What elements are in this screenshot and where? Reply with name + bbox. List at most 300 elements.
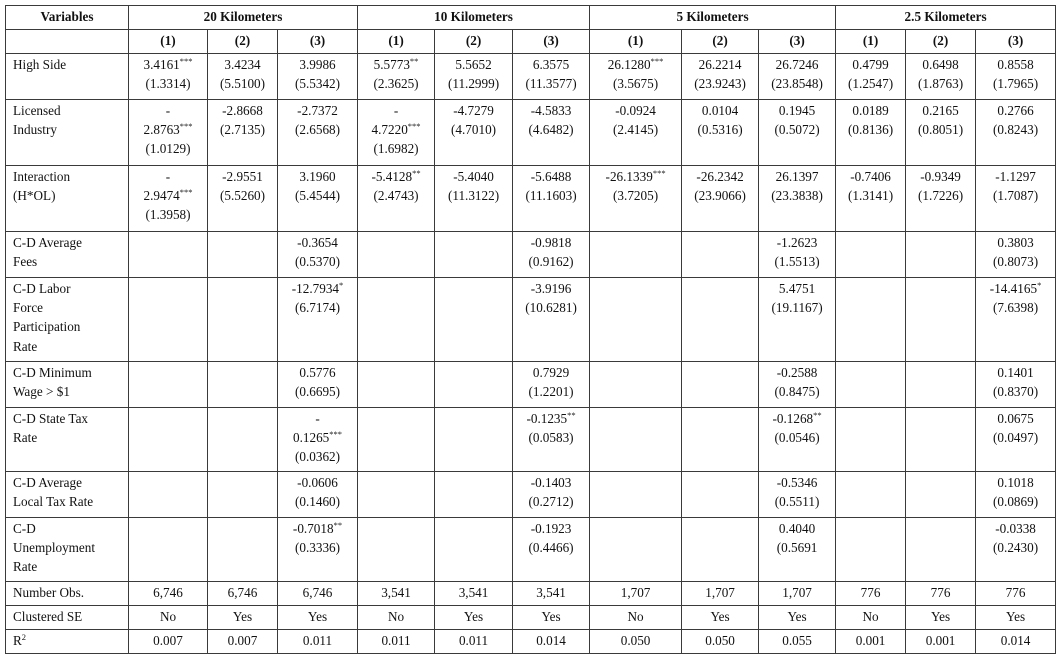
- coefficient-value: 0.3803: [997, 235, 1034, 250]
- coefficient-cell: [682, 100, 759, 166]
- model-header: (2): [208, 30, 278, 54]
- empty-header-cell: [6, 30, 129, 54]
- standard-error: (1.2201): [528, 384, 574, 400]
- coefficient-cell: [358, 166, 435, 232]
- coefficient-cell: [590, 518, 682, 582]
- model-header: (3): [759, 30, 836, 54]
- variable-label-line: Rate: [13, 338, 38, 354]
- significance-stars: **: [409, 56, 419, 66]
- header-row-groups: [6, 6, 1056, 30]
- coefficient-value: 0.1945: [778, 103, 816, 118]
- coefficient-value: -0.5346: [776, 475, 818, 490]
- coefficient-value: 5.5773**: [373, 56, 419, 72]
- standard-error: (1.8763): [918, 76, 964, 92]
- coefficient-cell: [836, 166, 906, 232]
- coefficient-cell: [759, 518, 836, 582]
- variable-label: [6, 232, 129, 278]
- coefficient-value: 3.1960: [299, 169, 336, 184]
- coefficient-value: 0.4040: [778, 521, 816, 536]
- coefficient-cell: [590, 232, 682, 278]
- coefficient-value: 26.1280***: [607, 56, 664, 72]
- coefficient-cell: [358, 54, 435, 100]
- standard-error: (4.6482): [528, 122, 574, 138]
- coefficient-cell: [208, 472, 278, 518]
- coefficient-cell: [358, 408, 435, 472]
- coefficient-value: -12.7934*: [291, 280, 344, 296]
- header-row-models: [6, 30, 1056, 54]
- standard-error: (1.2547): [848, 76, 894, 92]
- coefficient-cell: [976, 408, 1056, 472]
- coefficient-cell: [906, 100, 976, 166]
- coefficient-value: -0.0924: [615, 103, 656, 118]
- coefficient-cell: [836, 362, 906, 408]
- variable-label-line: High Side: [13, 57, 67, 72]
- footer-cell: 0.011: [435, 630, 513, 654]
- standard-error: (1.0129): [145, 141, 191, 157]
- variable-label: [6, 472, 129, 518]
- coefficient-cell: [590, 166, 682, 232]
- coefficient-cell: [976, 362, 1056, 408]
- footer-cell: Yes: [759, 606, 836, 630]
- footer-row: [6, 582, 1056, 606]
- coefficient-cell: [278, 472, 358, 518]
- significance-stars: ***: [179, 121, 193, 132]
- footer-cell: 0.001: [836, 630, 906, 654]
- coefficient-cell: [513, 362, 590, 408]
- coefficient-cell: [208, 166, 278, 232]
- standard-error: (23.9243): [694, 76, 746, 92]
- footer-cell: Yes: [435, 606, 513, 630]
- coefficient-cell: [208, 362, 278, 408]
- standard-error: (0.2712): [528, 494, 574, 510]
- significance-stars: *: [1037, 280, 1042, 290]
- standard-error: (0.3336): [294, 540, 341, 556]
- coefficient-cell: [435, 472, 513, 518]
- coefficient-value: -1.1297: [995, 169, 1036, 184]
- coefficient-cell: [682, 518, 759, 582]
- coefficient-cell: [682, 166, 759, 232]
- coefficient-cell: [278, 362, 358, 408]
- coefficient-cell: [358, 472, 435, 518]
- coefficient-cell: [278, 232, 358, 278]
- variable-label-line: C-D Average: [13, 475, 82, 490]
- standard-error: (3.5675): [613, 76, 659, 92]
- standard-error: (1.3314): [145, 76, 191, 92]
- standard-error: (0.0362): [294, 449, 341, 465]
- variable-label-line: Industry: [13, 122, 57, 138]
- coefficient-cell: [906, 166, 976, 232]
- coefficient-value: -0.2588: [776, 365, 818, 380]
- footer-cell: 0.001: [906, 630, 976, 654]
- coefficient-value: -1.2623: [776, 235, 818, 250]
- standard-error: (1.6982): [373, 141, 419, 157]
- variable-label-line: Unemployment: [13, 540, 96, 556]
- footer-cell: Yes: [513, 606, 590, 630]
- coefficient-cell: [513, 166, 590, 232]
- group-header: 10 Kilometers: [358, 6, 590, 30]
- standard-error: (0.5072): [774, 122, 820, 138]
- footer-label: $R^2$: [6, 630, 129, 654]
- coefficient-cell: [358, 278, 435, 362]
- coefficient-cell: [836, 408, 906, 472]
- coefficient-cell: [590, 472, 682, 518]
- variable-label-line: C-D Labor: [13, 281, 71, 296]
- footer-cell: 776: [906, 582, 976, 606]
- standard-error: (0.8051): [918, 122, 964, 138]
- standard-error: (23.9066): [694, 188, 746, 204]
- coefficient-cell: [278, 278, 358, 362]
- variable-label-line: Rate: [13, 559, 38, 575]
- coefficient-value: 5.5652: [455, 57, 492, 72]
- model-header: (1): [129, 30, 208, 54]
- footer-cell: 0.050: [590, 630, 682, 654]
- coefficient-value: -: [165, 169, 171, 184]
- coefficient-row: [6, 472, 1056, 518]
- standard-error: (0.5316): [697, 122, 743, 138]
- coefficient-cell: [278, 408, 358, 472]
- coefficient-cell: [358, 100, 435, 166]
- standard-error: (0.5370): [294, 254, 341, 270]
- standard-error: (23.3838): [771, 188, 823, 204]
- footer-cell: 776: [976, 582, 1056, 606]
- coefficient-value: -: [165, 103, 171, 118]
- coefficient-value: 0.1018: [997, 475, 1034, 490]
- coefficient-cell: [906, 518, 976, 582]
- coefficient-cell: [906, 472, 976, 518]
- coefficient-cell: [435, 166, 513, 232]
- coefficient-cell: [513, 100, 590, 166]
- coefficient-value: -0.9349: [920, 169, 961, 184]
- coefficient-value: 5.4751: [778, 281, 816, 296]
- footer-cell: 0.014: [513, 630, 590, 654]
- coefficient-row: [6, 166, 1056, 232]
- standard-error: (5.5100): [219, 76, 266, 92]
- coefficient-value: -4.7279: [453, 103, 494, 118]
- footer-cell: No: [358, 606, 435, 630]
- coefficient-cell: [129, 100, 208, 166]
- significance-stars: ***: [650, 56, 664, 66]
- coefficient-cell: [208, 518, 278, 582]
- coefficient-cell: [976, 166, 1056, 232]
- standard-error: (0.8136): [848, 122, 894, 138]
- significance-stars: ***: [652, 168, 666, 178]
- coefficient-value: -0.7406: [850, 169, 891, 184]
- coefficient-cell: [759, 472, 836, 518]
- variable-label-line: Wage > $1: [13, 384, 70, 400]
- coefficient-cell: [906, 278, 976, 362]
- footer-label: Clustered SE: [6, 606, 129, 630]
- coefficient-cell: [129, 166, 208, 232]
- footer-cell: Yes: [906, 606, 976, 630]
- footer-cell: No: [129, 606, 208, 630]
- coefficient-row: [6, 232, 1056, 278]
- model-header: (2): [906, 30, 976, 54]
- standard-error: (23.8548): [771, 76, 823, 92]
- coefficient-value: 26.7246: [775, 57, 819, 72]
- coefficient-cell: [208, 100, 278, 166]
- coefficient-value: 6.3575: [532, 57, 570, 72]
- variable-label-line: Interaction: [13, 169, 71, 184]
- coefficient-value: -: [315, 411, 320, 426]
- footer-cell: Yes: [682, 606, 759, 630]
- coefficient-value: -0.1923: [530, 521, 572, 536]
- footer-cell: 0.007: [129, 630, 208, 654]
- coefficient-cell: [278, 166, 358, 232]
- footer-cell: No: [836, 606, 906, 630]
- model-header: (2): [682, 30, 759, 54]
- coefficient-value: -0.1268**: [772, 410, 822, 426]
- footer-cell: Yes: [278, 606, 358, 630]
- footer-cell: 6,746: [208, 582, 278, 606]
- coefficient-cell: [682, 362, 759, 408]
- standard-error: (5.4544): [294, 188, 341, 204]
- coefficient-value: 0.7929: [532, 365, 570, 380]
- coefficient-value: 0.1265***: [293, 429, 343, 446]
- footer-cell: Yes: [208, 606, 278, 630]
- coefficient-cell: [759, 362, 836, 408]
- standard-error: (11.3122): [447, 188, 500, 204]
- coefficient-cell: [513, 232, 590, 278]
- footer-cell: 776: [836, 582, 906, 606]
- standard-error: (0.8475): [774, 384, 820, 400]
- standard-error: (2.4743): [373, 188, 419, 204]
- coefficient-cell: [129, 362, 208, 408]
- standard-error: (3.7205): [613, 188, 659, 204]
- standard-error: (2.3625): [373, 76, 419, 92]
- coefficient-row: [6, 408, 1056, 472]
- coefficient-cell: [682, 408, 759, 472]
- coefficient-cell: [590, 278, 682, 362]
- coefficient-cell: [208, 408, 278, 472]
- standard-error: (2.6568): [294, 122, 341, 138]
- coefficient-cell: [513, 408, 590, 472]
- variable-label: [6, 278, 129, 362]
- model-header: (1): [836, 30, 906, 54]
- coefficient-cell: [129, 54, 208, 100]
- coefficient-cell: [590, 362, 682, 408]
- standard-error: (0.0869): [993, 494, 1039, 510]
- coefficient-cell: [208, 54, 278, 100]
- standard-error: (11.3577): [525, 76, 577, 92]
- model-header: (3): [278, 30, 358, 54]
- standard-error: (5.5260): [219, 188, 266, 204]
- coefficient-value: -5.4128**: [371, 168, 421, 184]
- variable-label-line: Force: [13, 300, 44, 316]
- variable-label-line: C-D Average: [13, 235, 82, 250]
- coefficient-cell: [513, 54, 590, 100]
- footer-cell: 3,541: [358, 582, 435, 606]
- standard-error: (0.0497): [993, 430, 1039, 446]
- coefficient-cell: [435, 362, 513, 408]
- significance-stars: **: [412, 168, 421, 178]
- group-header: 2.5 Kilometers: [836, 6, 1056, 30]
- coefficient-row: [6, 518, 1056, 582]
- standard-error: (0.0583): [528, 430, 574, 446]
- coefficient-cell: [906, 232, 976, 278]
- coefficient-value: -14.4165*: [989, 280, 1042, 296]
- standard-error: (0.6695): [294, 384, 341, 400]
- significance-stars: **: [567, 410, 576, 420]
- coefficient-cell: [759, 408, 836, 472]
- coefficient-value: 26.2214: [698, 57, 742, 72]
- coefficient-value: 0.6498: [922, 57, 959, 72]
- coefficient-cell: [435, 54, 513, 100]
- model-header: (1): [358, 30, 435, 54]
- variable-label-line: C-D State Tax: [13, 411, 89, 426]
- coefficient-value: 0.1401: [997, 365, 1034, 380]
- footer-cell: 6,746: [278, 582, 358, 606]
- coefficient-cell: [836, 278, 906, 362]
- coefficient-value: -: [393, 103, 399, 118]
- coefficient-value: -0.0606: [297, 475, 338, 490]
- standard-error: (1.7965): [993, 76, 1039, 92]
- coefficient-cell: [129, 472, 208, 518]
- standard-error: (0.5691: [776, 540, 818, 556]
- footer-cell: 0.011: [278, 630, 358, 654]
- significance-stars: ***: [179, 56, 193, 66]
- standard-error: (11.2999): [447, 76, 500, 92]
- coefficient-cell: [976, 232, 1056, 278]
- standard-error: (2.4145): [613, 122, 659, 138]
- coefficient-value: 0.0189: [852, 103, 889, 118]
- coefficient-value: -3.9196: [530, 281, 572, 296]
- coefficient-cell: [976, 100, 1056, 166]
- footer-cell: 3,541: [513, 582, 590, 606]
- coefficient-row: [6, 100, 1056, 166]
- variable-label-line: Fees: [13, 254, 38, 270]
- variable-label-line: Local Tax Rate: [13, 494, 94, 510]
- coefficient-cell: [590, 408, 682, 472]
- standard-error: (10.6281): [525, 300, 577, 316]
- coefficient-value: 0.8558: [997, 57, 1034, 72]
- coefficient-cell: [759, 232, 836, 278]
- coefficient-value: -2.8668: [222, 103, 263, 118]
- coefficient-cell: [976, 472, 1056, 518]
- standard-error: (2.7135): [219, 122, 266, 138]
- footer-row: [6, 630, 1056, 654]
- footer-row: [6, 606, 1056, 630]
- footer-cell: 3,541: [435, 582, 513, 606]
- variable-label: [6, 362, 129, 408]
- variable-label: [6, 100, 129, 166]
- coefficient-cell: [759, 166, 836, 232]
- coefficient-cell: [208, 278, 278, 362]
- standard-error: (0.8243): [993, 122, 1039, 138]
- coefficient-value: -0.3654: [297, 235, 338, 250]
- coefficient-cell: [435, 100, 513, 166]
- coefficient-cell: [435, 278, 513, 362]
- significance-stars: **: [813, 410, 822, 420]
- model-header: (3): [513, 30, 590, 54]
- variable-label: [6, 518, 129, 582]
- coefficient-cell: [278, 100, 358, 166]
- standard-error: (4.7010): [451, 122, 497, 138]
- coefficient-cell: [759, 278, 836, 362]
- variable-label: [6, 166, 129, 232]
- standard-error: (6.7174): [294, 300, 341, 316]
- standard-error: (1.7226): [918, 188, 964, 204]
- model-header: (3): [976, 30, 1056, 54]
- coefficient-cell: [208, 232, 278, 278]
- standard-error: (0.9162): [528, 254, 574, 270]
- coefficient-cell: [513, 472, 590, 518]
- significance-stars: **: [333, 520, 343, 530]
- footer-cell: 1,707: [682, 582, 759, 606]
- coefficient-cell: [976, 278, 1056, 362]
- coefficient-value: 0.0675: [997, 411, 1034, 426]
- significance-stars: ***: [179, 187, 193, 198]
- footer-cell: No: [590, 606, 682, 630]
- standard-error: (11.1603): [525, 188, 577, 204]
- coefficient-value: 2.9474***: [143, 187, 193, 204]
- coefficient-value: 26.1397: [775, 169, 819, 184]
- coefficient-value: -5.4040: [453, 169, 494, 184]
- coefficient-row: [6, 362, 1056, 408]
- variable-label-line: Licensed: [13, 103, 61, 118]
- coefficient-value: 3.4234: [224, 57, 261, 72]
- model-header: (1): [590, 30, 682, 54]
- coefficient-value: -0.1403: [530, 475, 572, 490]
- coefficient-value: -26.2342: [696, 169, 744, 184]
- coefficient-cell: [435, 232, 513, 278]
- coefficient-value: 0.2165: [922, 103, 959, 118]
- coefficient-cell: [906, 362, 976, 408]
- variable-label-line: Rate: [13, 430, 38, 446]
- coefficient-cell: [278, 518, 358, 582]
- standard-error: (0.5511): [774, 494, 820, 510]
- coefficient-value: -0.9818: [530, 235, 572, 250]
- coefficient-cell: [590, 54, 682, 100]
- coefficient-cell: [836, 100, 906, 166]
- coefficient-cell: [590, 100, 682, 166]
- corner-header: Variables: [6, 6, 129, 30]
- coefficient-cell: [682, 472, 759, 518]
- coefficient-cell: [836, 518, 906, 582]
- footer-cell: 0.055: [759, 630, 836, 654]
- footer-cell: 1,707: [759, 582, 836, 606]
- coefficient-value: -0.7018**: [292, 520, 343, 536]
- coefficient-cell: [435, 408, 513, 472]
- standard-error: (0.2430): [993, 540, 1039, 556]
- footer-label: Number Obs.: [6, 582, 129, 606]
- coefficient-cell: [759, 100, 836, 166]
- variable-label-line: Participation: [13, 319, 81, 335]
- footer-cell: 1,707: [590, 582, 682, 606]
- standard-error: (1.7087): [993, 188, 1039, 204]
- footer-cell: Yes: [976, 606, 1056, 630]
- coefficient-value: 3.9986: [299, 57, 336, 72]
- standard-error: (5.5342): [294, 76, 341, 92]
- coefficient-cell: [682, 278, 759, 362]
- coefficient-cell: [278, 54, 358, 100]
- coefficient-cell: [358, 232, 435, 278]
- standard-error: (0.8370): [993, 384, 1039, 400]
- coefficient-value: 0.0104: [701, 103, 739, 118]
- coefficient-value: 3.4161***: [143, 56, 193, 72]
- coefficient-value: 0.5776: [299, 365, 336, 380]
- coefficient-cell: [682, 232, 759, 278]
- coefficient-value: 0.2766: [997, 103, 1034, 118]
- coefficient-value: -26.1339***: [605, 168, 666, 184]
- footer-cell: 0.007: [208, 630, 278, 654]
- significance-stars: ***: [407, 121, 421, 132]
- standard-error: (1.5513): [774, 254, 820, 270]
- coefficient-cell: [358, 362, 435, 408]
- coefficient-value: -0.0338: [995, 521, 1036, 536]
- group-header: 20 Kilometers: [129, 6, 358, 30]
- coefficient-value: 0.4799: [852, 57, 889, 72]
- standard-error: (0.8073): [993, 254, 1039, 270]
